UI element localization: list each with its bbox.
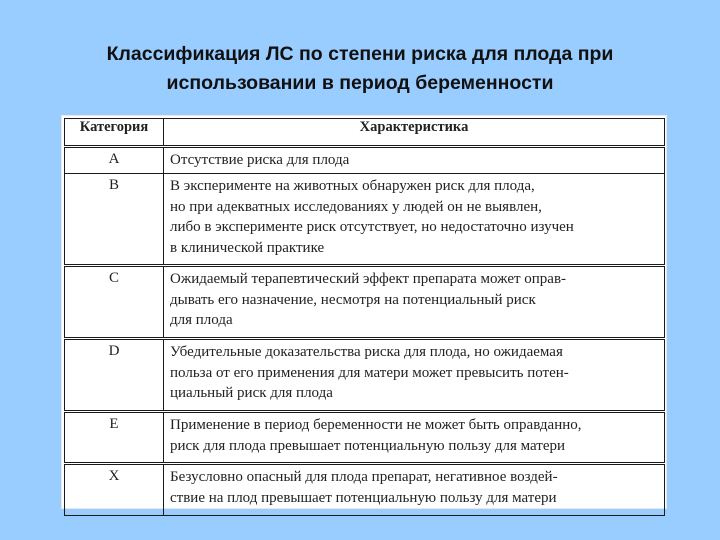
category-cell: B bbox=[65, 174, 164, 266]
table-row bbox=[65, 412, 665, 464]
description-line: циальный риск для плода bbox=[170, 385, 333, 401]
description-line: польза от его применения для матери может превысить потен- bbox=[170, 364, 569, 381]
description-cell bbox=[164, 412, 665, 464]
table-row bbox=[65, 147, 665, 174]
description-line: в клинической практике bbox=[170, 239, 325, 256]
table-row bbox=[65, 174, 665, 266]
title-line-1: Классификация ЛС по степени риска для плода при bbox=[106, 43, 614, 65]
description-line: Отсутствие риска для плода bbox=[170, 152, 350, 168]
description-line: либо в эксперименте риск отсутствует, но недостаточно изучен bbox=[170, 219, 574, 235]
description-line: но при адекватных исследованиях у людей он не выявлен, bbox=[170, 198, 542, 215]
description-line: Применение в период беременности не может быть оправданно, bbox=[170, 417, 582, 433]
table-row bbox=[65, 339, 665, 412]
description-cell bbox=[164, 339, 665, 412]
description-line: Убедительные доказательства риска для плода, но ожидаемая bbox=[170, 344, 563, 360]
category-cell: E bbox=[65, 412, 164, 464]
category-cell: A bbox=[65, 147, 164, 174]
category-cell: C bbox=[65, 266, 164, 339]
description-line: для плода bbox=[170, 312, 233, 328]
classification-table bbox=[64, 118, 665, 516]
classification-table-panel bbox=[62, 116, 666, 508]
category-cell: D bbox=[65, 339, 164, 412]
description-line: Ожидаемый терапевтический эффект препарата может оправ- bbox=[170, 271, 567, 287]
description-line: риск для плода превышает потенциальную пользу для матери bbox=[170, 437, 566, 454]
category-cell: X bbox=[65, 464, 164, 516]
table-row bbox=[65, 266, 665, 339]
description-cell bbox=[164, 464, 665, 516]
description-cell bbox=[164, 147, 665, 174]
description-line: Безусловно опасный для плода препарат, негативное воздей- bbox=[170, 469, 558, 485]
header-characteristic: Характеристика bbox=[164, 119, 665, 147]
description-line: ствие на плод превышает потенциальную пользу для матери bbox=[170, 489, 557, 506]
description-line: дывать его назначение, несмотря на потенциальный риск bbox=[170, 291, 536, 308]
title-line-2: использовании в период беременности bbox=[166, 72, 554, 94]
description-cell bbox=[164, 266, 665, 339]
description-line: В эксперименте на животных обнаружен риск для плода, bbox=[170, 178, 535, 194]
table-row bbox=[65, 464, 665, 516]
table-header-row bbox=[65, 119, 665, 147]
description-cell bbox=[164, 174, 665, 266]
slide-title bbox=[20, 40, 700, 98]
header-category: Категория bbox=[65, 119, 164, 147]
